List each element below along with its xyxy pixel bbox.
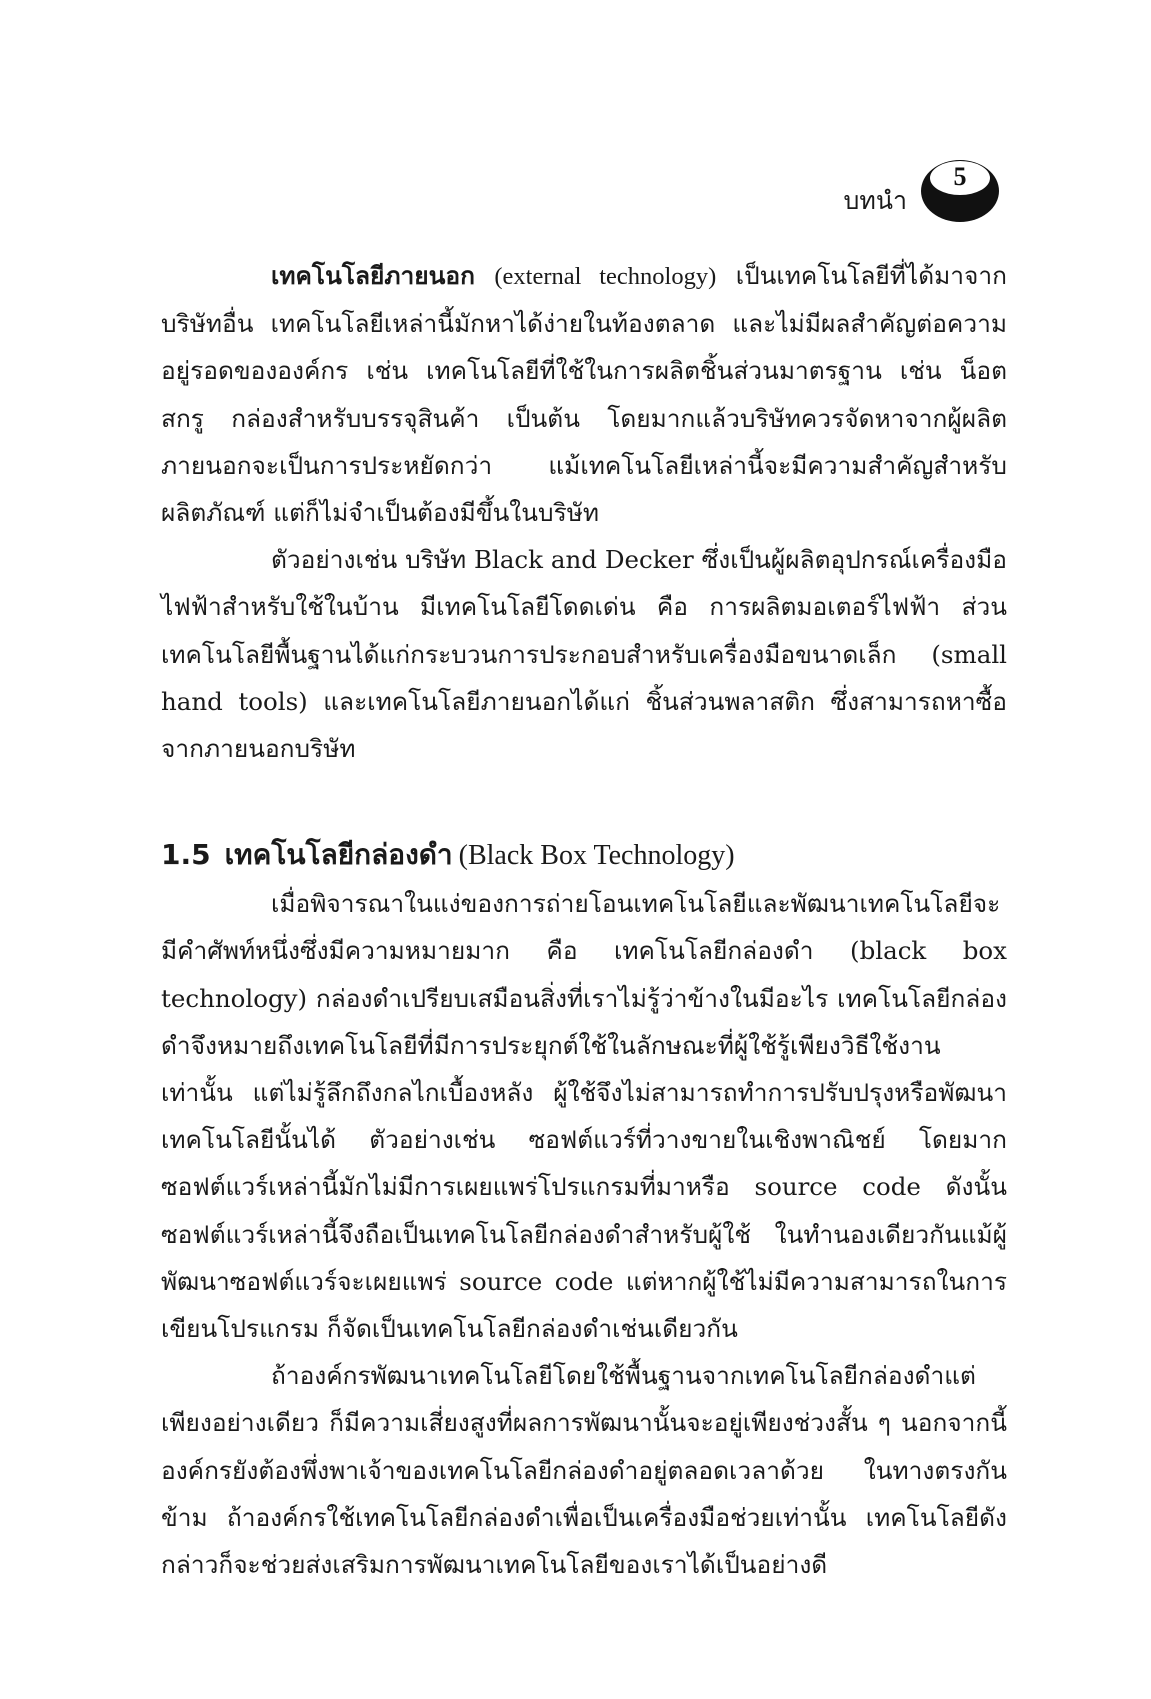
term-external-technology-en: (external technology) [494,263,717,290]
paragraph-body: ตัวอย่างเช่น บริษัท Black and Decker ซึ่งเป็นผู้ผลิตอุปกรณ์เครื่องมือไฟฟ้าสำหรับใช้ในบ้าน มีเทคโนโลยีโดดเด่น คือ การผลิตมอเตอร์ไฟฟ้า ส่วนเทคโนโลยีพื้นฐานได้แก่กระบวนการประกอบสำหรับเครื่องมือขนาดเล็ก (small hand tools) และเทคโนโลยีภายนอกได้แก่ ชิ้นส่วนพลาสติก ซึ่งสามารถหาซื้อจากภายนอกบริษัท [161,545,1007,764]
paragraph-black-box-definition [161,880,1007,1352]
page-number-badge [919,158,1001,224]
section-title-en: (Black Box Technology) [458,840,735,872]
paragraph-body: ถ้าองค์กรพัฒนาเทคโนโลยีโดยใช้พื้นฐานจากเทคโนโลยีกล่องดำแต่เพียงอย่างเดียว ก็มีความเสี่ยงสูงที่ผลการพัฒนานั้นจะอยู่เพียงช่วงสั้น ๆ นอกจากนี้องค์กรยังต้องพึ่งพาเจ้าของเทคโนโลยีกล่องดำอยู่ตลอดเวลาด้วย ในทางตรงกันข้าม ถ้าองค์กรใช้เทคโนโลยีกล่องดำเพื่อเป็นเครื่องมือช่วยเท่านั้น เทคโนโลยีดังกล่าวก็จะช่วยส่งเสริมการพัฒนาเทคโนโลยีของเราได้เป็นอย่างดี [161,1361,1007,1580]
running-header [844,158,1001,224]
page-number: 5 [953,162,967,191]
main-text [161,252,1007,1588]
section-number: 1.5 [161,838,211,872]
term-external-technology: เทคโนโลยีภายนอก [271,261,475,290]
paragraph-black-and-decker [161,536,1007,772]
section-heading [161,835,1007,876]
section-title: เทคโนโลยีกล่องดำ [224,838,453,872]
paragraph-body: เมื่อพิจารณาในแง่ของการถ่ายโอนเทคโนโลยีและพัฒนาเทคโนโลยีจะมีคำศัพท์หนึ่งซึ่งมีความหมายมาก คือ เทคโนโลยีกล่องดำ (black box technology) กล่องดำเปรียบเสมือนสิ่งที่เราไม่รู้ว่าข้างในมีอะไร เทคโนโลยีกล่องดำจึงหมายถึงเทคโนโลยีที่มีการประยุกต์ใช้ในลักษณะที่ผู้ใช้รู้เพียงวิธีใช้งานเท่านั้น แต่ไม่รู้ลึกถึงกลไกเบื้องหลัง ผู้ใช้จึงไม่สามารถทำการปรับปรุงหรือพัฒนาเทคโนโลยีนั้นได้ ตัวอย่างเช่น ซอฟต์แวร์ที่วางขายในเชิงพาณิชย์ โดยมากซอฟต์แวร์เหล่านี้มักไม่มีการเผยแพร่โปรแกรมที่มาหรือ source code ดังนั้นซอฟต์แวร์เหล่านี้จึงถือเป็นเทคโนโลยีกล่องดำสำหรับผู้ใช้ ในทำนองเดียวกันแม้ผู้พัฒนาซอฟต์แวร์จะเผยแพร่ source code แต่หากผู้ใช้ไม่มีความสามารถในการเขียนโปรแกรม ก็จัดเป็นเทคโนโลยีกล่องดำเช่นเดียวกัน [161,889,1007,1344]
paragraph-external-technology [161,252,1007,536]
chapter-label: บทนำ [843,185,907,215]
paragraph-black-box-risk [161,1352,1007,1588]
paragraph-body: เป็นเทคโนโลยีที่ได้มาจากบริษัทอื่น เทคโนโลยีเหล่านี้มักหาได้ง่ายในท้องตลาด และไม่มีผลสำคัญต่อความอยู่รอดขององค์กร เช่น เทคโนโลยีที่ใช้ในการผลิตชิ้นส่วนมาตรฐาน เช่น น็อต สกรู กล่องสำหรับบรรจุสินค้า เป็นต้น โดยมากแล้วบริษัทควรจัดหาจากผู้ผลิตภายนอกจะเป็นการประหยัดกว่า แม้เทคโนโลยีเหล่านี้จะมีความสำคัญสำหรับผลิตภัณฑ์ แต่ก็ไม่จำเป็นต้องมีขึ้นในบริษัท [161,261,1007,528]
